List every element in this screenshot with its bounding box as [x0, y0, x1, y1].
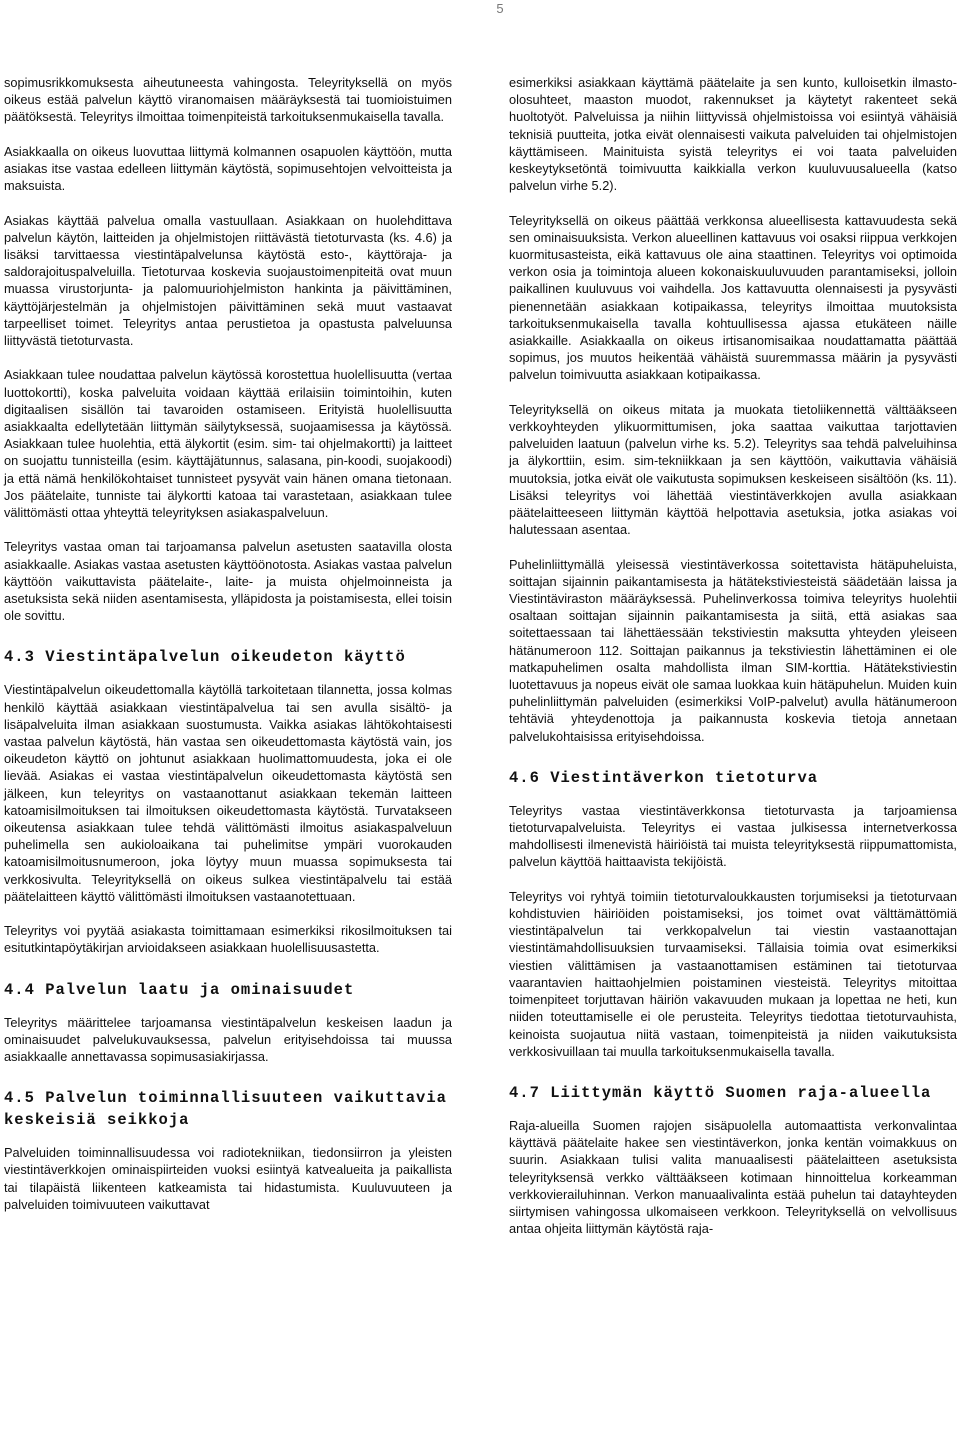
paragraph: Teleyritys voi pyytää asiakasta toimittamaan esimerkiksi rikosilmoituksen tai esitutkintapöytäkirjan arvioidakseen asiakkaan huolellisuusastetta. [4, 923, 452, 956]
paragraph: Palveluiden toiminnallisuudessa voi radiotekniikan, tiedonsiirron ja yleisten viestintäverkkojen ominaispiirteiden vuoksi esiintyä katvealueita ja paikallista tai tilapäistä liikenteen katkeamista tai hidastumista. Kuuluvuuteen ja palveluiden toimivuuteen vaikuttavat [4, 1145, 452, 1212]
section-heading-4-3: 4.3 Viestintäpalvelun oikeudeton käyttö [4, 648, 406, 667]
section-heading-4-5: 4.5 Palvelun toiminnallisuuteen vaikuttavia keskeisiä seikkoja [4, 1089, 447, 1130]
paragraph: Asiakkaalla on oikeus luovuttaa liittymä kolmannen osapuolen käyttöön, mutta asiakas itse vastaa edelleen liittymän käytöstä, sopimusehtojen velvoitteista ja maksuista. [4, 143, 452, 194]
right-column [509, 74, 957, 1255]
paragraph: sopimusrikkomuksesta aiheutuneesta vahingosta. Teleyrityksellä on myös oikeus estää palvelun käyttö viranomaisen määräyksestä tai tuomioistuimen päätöksestä. Teleyritys ilmoittaa toimenpiteistä tarkoituksenmukaisella tavalla. [4, 75, 452, 125]
section-heading-4-7: 4.7 Liittymän käyttö Suomen raja-alueella [509, 1083, 932, 1102]
section-heading-4-4: 4.4 Palvelun laatu ja ominaisuudet [4, 980, 355, 999]
paragraph: Asiakas käyttää palvelua omalla vastuullaan. Asiakkaan on huolehdittava palvelun käytön, laitteiden ja ohjelmistojen riittävästä tietoturvasta (ks. 4.6) ja lisäksi tarvittaessa viestintäpalvelunsa käytöstä esto-, käyttöraja- ja saldorajoituspalveluilla. Tietoturvaa koskevia suojaustoimenpiteitä ovat muun muassa virustorjunta- ja palomuuriohjelmiston hankinta ja päivittäminen, käyttöjärjestelmän ja ohjelmistojen päivittäminen sekä muut vastaavat tarpeelliset toimet. Teleyritys antaa perustietoa ja opastusta palveluunsa liittyvästä tietoturvasta. [4, 212, 452, 349]
paragraph: Puhelinliittymällä yleisessä viestintäverkossa soitettavista hätäpuheluista, soittajan sijainnin paikantamisesta ja hätätekstiviesteistä säädetään laissa ja Viestintäviraston määräyksessä. Puhelinverkossa toimiva teleyritys huolehtii osaltaan soittajan sijainnin paikantamisesta ja siitä, että asiakas saa soitettaessaan tai lähettäessään tekstiviestin maksutta yhteyden yleiseen hätänumeroon 112. Soittajan paikannus ja tekstiviestin lähettäminen ei ole matkapuhelimen osalta mahdollista ilman SIM-korttia. Hätätekstiviestin luotettavuus ja nopeus eivät ole samaa luokkaa kuin hätäpuhelun. Muiden kuin puhelinliittymän palveluiden (esimerkiksi VoIP-palvelut) avulla hätänumeroon tehtäviä yhteydenottoja ja paikannusta koskevia tietoja annetaan palvelukohtaisissa erityisehdoissa. [509, 556, 957, 744]
paragraph: Raja-alueilla Suomen rajojen sisäpuolella automaattista verkonvalintaa käyttävä päätelaite hakee sen viestintäverkon, jonka kentän voimakkuus on suurin. Asiakkaan tulisi valita manuaalisesti päätelaitteen asetuksista teleyrityksensä verkko välttääkseen kotimaan hinnoittelua korkeamman verkkovierailuhinnan. Verkon manuaalivalinta estää puhelun tai datayhteyden siirtymisen vahingossa ulkomaiseen verkkoon. Teleyrityksellä on velvollisuus antaa ohjeita liittymän käytöstä raja- [509, 1117, 957, 1237]
paragraph: Asiakkaan tulee noudattaa palvelun käytössä korostettua huolellisuutta (vertaa luottokortti), koska palveluita voidaan käyttää erilaisiin toimintoihin, kuten digitaalisen sisällön tai tavaroiden ostamiseen. Erityistä huolellisuutta asiakkaalta edellytetään liittymän säilytyksessä, suojaamisessa ja käytössä. Asiakkaan tulee huolehtia, että älykortit (esim. sim- tai ohjelmakortti) ja laitteet on suojattu tunnisteilla (esim. käyttäjätunnus, salasana, pin-koodi, suojakoodi) ja että nämä henkilökohtaiset tunnisteet pysyvät vain hänen omana tietonaan. Jos päätelaite, tunniste tai älykortti katoaa tai varastetaan, asiakkaan tulee välittömästi ottaa yhteyttä teleyrityksen asiakaspalveluun. [4, 367, 452, 521]
section-heading-4-6: 4.6 Viestintäverkon tietoturva [509, 768, 819, 787]
paragraph: Teleyritys voi ryhtyä toimiin tietoturvaloukkausten torjumiseksi ja tietoturvaan kohdistuvien häiriöiden poistamiseksi, jos toimet ovat välttämättömiä viestintäpalvelun tai verkkopalvelun tai viestin vastaanottajan viestintämahdollisuuksien turvaamiseksi. Tällaisia toimia ovat esimerkiksi viestien välittämisen ja vastaanottamisen estäminen tai tietoturvaa vaarantavien haittaohjelmien poistaminen viesteistä. Teleyritys mitoittaa toimenpiteet torjuttavan häiriön vakavuuden mukaan ja lopettaa ne heti, kun niiden toteuttamiselle ei ole perusteita. Teleyritys tiedottaa tietoturvauhista, keinoista suojautua niitä vastaan, toimenpiteistä ja niiden vaikutuksista verkkosivuillaan tai muulla tarkoituksenmukaisella tavalla. [509, 888, 957, 1059]
paragraph: Teleyrityksellä on oikeus päättää verkkonsa alueellisesta kattavuudesta sekä sen ominaisuuksista. Verkon alueellinen kattavuus voi osaksi riippua verkkojen kuormitusasteista, eikä kattavuus ole aina staattinen. Teleyritys voi optimoida verkon osia ja toimintoja alueen kokonaiskuuluvuuden parantamiseksi, jolloin paikallinen kuuluvuus voi vaihdella. Jos kattavuutta olennaisesti ja pysyvästi pienennetään asiakkaan kotipaikassa, teleyritys ilmoittaa muutoksista tarkoituksenmukaisella tavalla kohtuullisessa ajassa etukäteen näille asiakkaille. Asiakkaalla on oikeus irtisanomisaikaa noudattamatta päättää sopimus, jos muutos heikentää vähäistä suuremmassa määrin ja pysyvästi palvelun toimivuutta asiakkaan kotipaikassa. [509, 212, 957, 383]
paragraph: Viestintäpalvelun oikeudettomalla käytöllä tarkoitetaan tilannetta, jossa kolmas henkilö käyttää asiakkaan viestintäpalvelua tai sen avulla sisältö- ja lisäpalveluita ilman asiakkaan suostumusta. Vaikka asiakas lähtökohtaisesti vastaa palvelun käytöstä, hän vastaa sen oikeudettomasta käytöstä vain, jos oikeudeton käyttö on johtunut asiakkaan huolimattomuudesta, joka ei ole lievää. Asiakas ei vastaa viestintäpalvelun oikeudettomasta käytöstä sen jälkeen, kun teleyritys on vastaanottanut asiakkaan tekemän laitteen katoamisilmoituksen tai ilmoituksen oikeudettomasta käytöstä. Turvatakseen oikeutensa asiakkaan tulee tehdä välittömästi ilmoitus asiakaspalveluun puhelimella sen aukioloaikana tai puhelimitse ympäri vuorokauden katoamisilmoitusnumeroon, joka löytyy muun muassa sopimuksesta tai verkkosivulta. Teleyrityksellä on oikeus sulkea viestintäpalvelu tai estää päätelaitteen käyttö välittömästi ilmoituksen vastaanotettuaan. [4, 682, 452, 904]
left-column [4, 74, 452, 1230]
paragraph: esimerkiksi asiakkaan käyttämä päätelaite ja sen kunto, kulloisetkin ilmasto-olosuhteet, maaston muodot, rakennukset ja käytetyt rakenteet sekä huoltotyöt. Palveluissa ja niihin liittyvissä ohjelmistoissa voi esiintyä vähäisiä teknisiä puutteita, jotka eivät olennaisesti vaikuta palveluiden tai ohjelmistojen käyttämiseen. Mainituista syistä teleyritys ei voi taata palveluiden keskeytyksetöntä toimivuutta kaikkialla verkon kuuluvuusalueella (katso palvelun virhe 5.2). [509, 75, 957, 194]
paragraph: Teleyritys vastaa viestintäverkkonsa tietoturvasta ja tarjoamiensa tietoturvapalveluista. Teleyritys ei vastaa julkisessa internetverkossa mahdollisesti ilmenevistä häiriöistä tai muista teleyrityksestä riippumattomista, palvelun käyttöä haittaavista tekijöistä. [509, 802, 957, 870]
paragraph: Teleyritys määrittelee tarjoamansa viestintäpalvelun keskeisen laadun ja ominaisuudet palvelukuvauksessa, palvelun erityisehdoissa tai muussa asiakkaalle annettavassa sopimusasiakirjassa. [4, 1014, 452, 1065]
page-number: 5 [496, 1, 504, 16]
paragraph: Teleyrityksellä on oikeus mitata ja muokata tietoliikennettä välttääkseen verkkoyhteyden ylikuormittumisen, joka saattaa vaikuttaa tarjottavien palveluiden laatuun (palvelun virhe ks. 5.2). Teleyritys saa tehdä palveluihinsa ja älykorttiin, esim. sim-tekniikkaan ja sen käyttöön, vaikuttavia vähäisiä muutoksia, jotka eivät ole vaikutusta sopimuksen keskeiseen sisältöön (ks. 11). Lisäksi teleyritys voi lähettää viestintäverkkojen avulla asiakkaan päätelaitteeseen liittymän käyttöä helpottavia asetuksia, jotka asiakas voi halutessaan asentaa. [509, 401, 957, 538]
paragraph: Teleyritys vastaa oman tai tarjoamansa palvelun asetusten saatavilla olosta asiakkaalle. Asiakas vastaa asetusten käyttöönotosta. Asiakas vastaa palvelun käyttöön vaikuttavista päätelaite-, laite- ja muista ohjelmoinneista ja asetuksista sekä niiden asentamisesta, ylläpidosta ja poistamisesta, ellei toisin ole sovittu. [4, 539, 452, 624]
